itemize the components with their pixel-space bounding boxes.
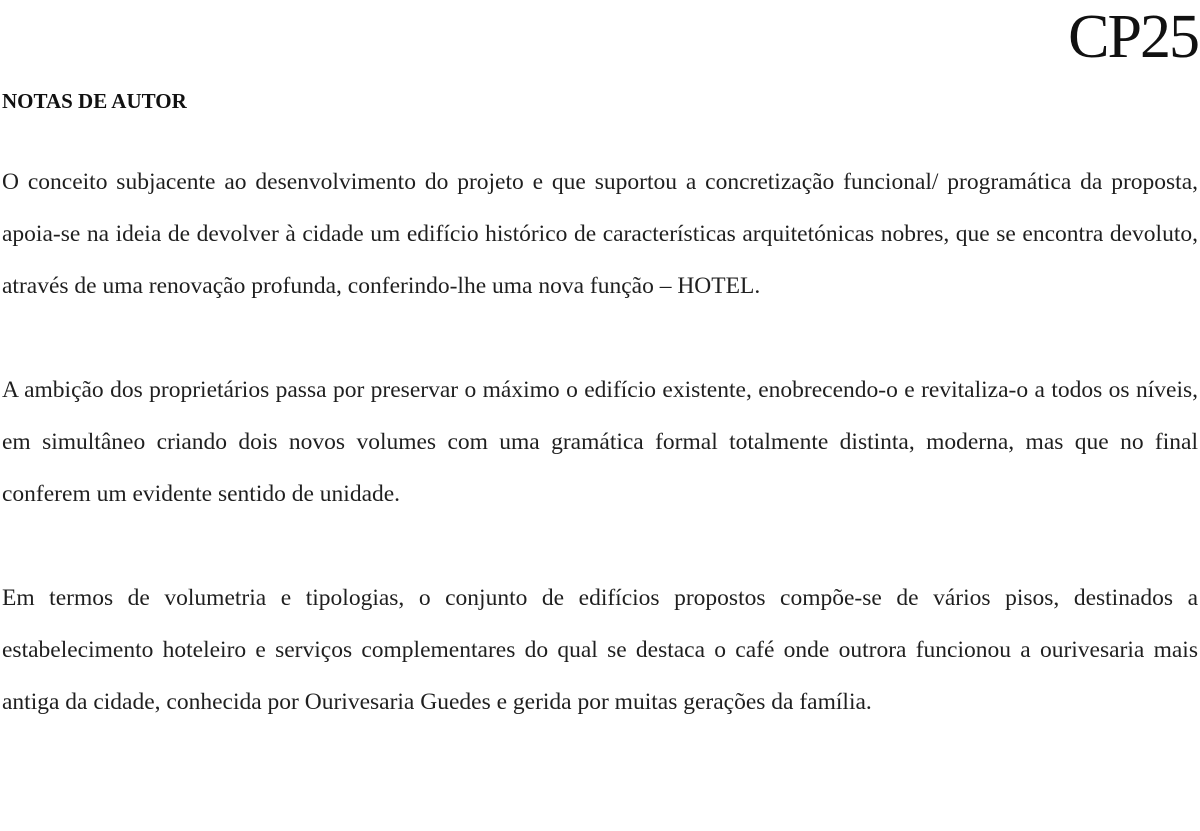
paragraph-volumetry: Em termos de volumetria e tipologias, o conjunto de edifícios propostos compõe-se de vários pisos, destinados a estabelecimento hoteleiro e serviços complementares do qual se destaca o café onde outrora funcionou a ourivesaria mais antiga da cidade, conhecida por Ourivesaria Guedes e gerida por muitas gerações da família.	[2, 585, 1198, 715]
document-body	[2, 156, 1198, 728]
cp25-logo: CP25	[1068, 3, 1198, 71]
paragraph-ambition: A ambição dos proprietários passa por preservar o máximo o edifício existente, enobrecendo-o e revitaliza-o a todos os níveis, em simultâneo criando dois novos volumes com uma gramática formal totalmente distinta, moderna, mas que no final conferem um evidente sentido de unidade.	[2, 377, 1198, 507]
paragraph-concept: O conceito subjacente ao desenvolvimento do projeto e que suportou a concretização funcional/ programática da proposta, apoia-se na ideia de devolver à cidade um edifício histórico de características arquitetónicas nobres, que se encontra devoluto, através de uma renovação profunda, conferindo-lhe uma nova função – HOTEL.	[2, 169, 1198, 299]
page-title: NOTAS DE AUTOR	[2, 89, 187, 113]
